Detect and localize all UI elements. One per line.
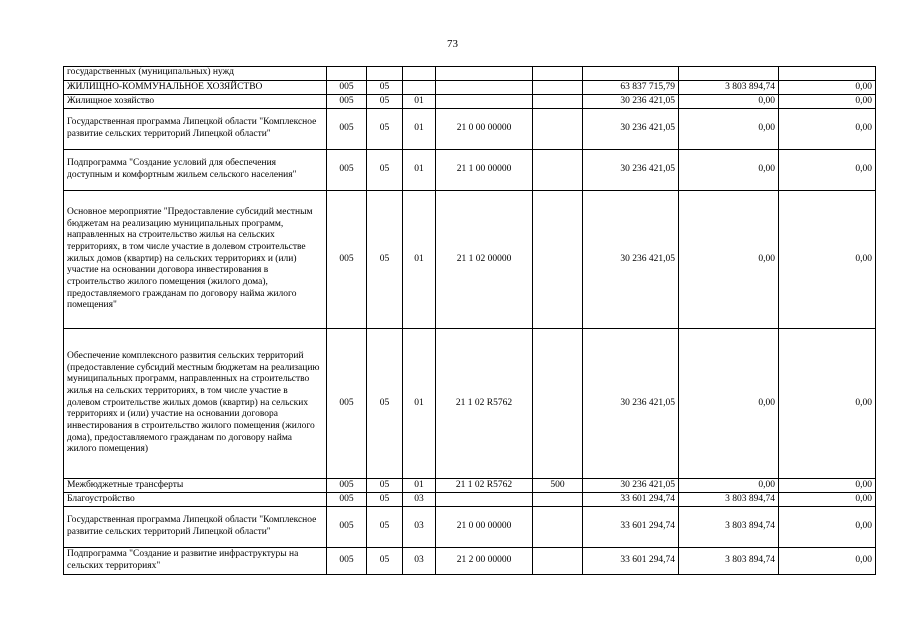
row-name: Государственная программа Липецкой области "Комплексное развитие сельских территорий Липецкой области"	[64, 109, 327, 150]
cell-csr: 21 1 00 00000	[436, 150, 533, 191]
cell-sum2: 3 803 894,74	[679, 81, 779, 95]
cell-sum1: 33 601 294,74	[583, 548, 679, 575]
cell-pr: 03	[403, 507, 436, 548]
cell-csr: 21 1 02 00000	[436, 191, 533, 329]
row-name: Межбюджетные трансферты	[64, 479, 327, 493]
cell-csr	[436, 95, 533, 109]
cell-sum2: 0,00	[679, 95, 779, 109]
cell-ved	[327, 67, 367, 81]
cell-csr: 21 0 00 00000	[436, 507, 533, 548]
row-name: Подпрограмма "Создание условий для обеспечения доступным и комфортным жильем сельского населения"	[64, 150, 327, 191]
row-name: Основное мероприятие "Предоставление субсидий местным бюджетам на реализацию муниципальных программ, направленных на строительство жилья на сельских территориях, в том числе участие в долевом строительстве жилых домов (квартир) на сельских территориях и (или) участие на основании договора инвестирования в строительство жилого помещения (жилого дома), предоставляемого гражданам по договору найма жилого помещения"	[64, 191, 327, 329]
cell-pr: 01	[403, 95, 436, 109]
cell-sum1	[583, 67, 679, 81]
cell-pr: 03	[403, 493, 436, 507]
cell-csr	[436, 67, 533, 81]
cell-ved: 005	[327, 109, 367, 150]
cell-rz	[367, 67, 403, 81]
cell-pr: 01	[403, 150, 436, 191]
cell-rz: 05	[367, 95, 403, 109]
cell-pr: 01	[403, 329, 436, 479]
cell-sum3: 0,00	[779, 329, 876, 479]
cell-vr: 500	[533, 479, 583, 493]
cell-ved: 005	[327, 329, 367, 479]
cell-ved: 005	[327, 81, 367, 95]
table-row	[64, 191, 876, 329]
cell-ved: 005	[327, 479, 367, 493]
cell-vr	[533, 150, 583, 191]
cell-csr: 21 2 00 00000	[436, 548, 533, 575]
table-row	[64, 548, 876, 575]
cell-vr	[533, 191, 583, 329]
table-row	[64, 95, 876, 109]
cell-ved: 005	[327, 95, 367, 109]
cell-vr	[533, 109, 583, 150]
cell-vr	[533, 329, 583, 479]
cell-sum3: 0,00	[779, 479, 876, 493]
budget-table	[63, 66, 876, 575]
cell-ved: 005	[327, 493, 367, 507]
cell-vr	[533, 67, 583, 81]
cell-rz: 05	[367, 150, 403, 191]
cell-sum1: 30 236 421,05	[583, 329, 679, 479]
cell-vr	[533, 493, 583, 507]
cell-sum3	[779, 67, 876, 81]
cell-vr	[533, 81, 583, 95]
cell-rz: 05	[367, 191, 403, 329]
cell-sum3: 0,00	[779, 109, 876, 150]
cell-ved: 005	[327, 548, 367, 575]
table-row	[64, 150, 876, 191]
cell-rz: 05	[367, 329, 403, 479]
cell-ved: 005	[327, 507, 367, 548]
cell-sum3: 0,00	[779, 150, 876, 191]
cell-ved: 005	[327, 191, 367, 329]
cell-sum3: 0,00	[779, 548, 876, 575]
row-name: Жилищное хозяйство	[64, 95, 327, 109]
cell-sum3: 0,00	[779, 191, 876, 329]
cell-csr	[436, 81, 533, 95]
cell-sum1: 30 236 421,05	[583, 109, 679, 150]
row-name: ЖИЛИЩНО-КОММУНАЛЬНОЕ ХОЗЯЙСТВО	[64, 81, 327, 95]
cell-pr: 01	[403, 479, 436, 493]
row-name: Благоустройство	[64, 493, 327, 507]
cell-sum2: 0,00	[679, 150, 779, 191]
cell-sum3: 0,00	[779, 95, 876, 109]
cell-sum1: 30 236 421,05	[583, 150, 679, 191]
cell-pr	[403, 81, 436, 95]
row-name: Подпрограмма "Создание и развитие инфраструктуры на сельских территориях"	[64, 548, 327, 575]
table-row	[64, 109, 876, 150]
cell-csr: 21 0 00 00000	[436, 109, 533, 150]
cell-rz: 05	[367, 479, 403, 493]
cell-sum3: 0,00	[779, 493, 876, 507]
row-name: Государственная программа Липецкой области "Комплексное развитие сельских территорий Липецкой области"	[64, 507, 327, 548]
cell-csr	[436, 493, 533, 507]
cell-vr	[533, 507, 583, 548]
cell-ved: 005	[327, 150, 367, 191]
row-name: государственных (муниципальных) нужд	[64, 67, 327, 81]
cell-sum1: 30 236 421,05	[583, 479, 679, 493]
table-row	[64, 507, 876, 548]
cell-sum2: 3 803 894,74	[679, 493, 779, 507]
cell-sum1: 30 236 421,05	[583, 95, 679, 109]
cell-sum3: 0,00	[779, 507, 876, 548]
cell-rz: 05	[367, 493, 403, 507]
cell-sum1: 33 601 294,74	[583, 507, 679, 548]
cell-sum1: 30 236 421,05	[583, 191, 679, 329]
table-row	[64, 493, 876, 507]
cell-sum2: 3 803 894,74	[679, 507, 779, 548]
cell-sum2: 3 803 894,74	[679, 548, 779, 575]
cell-rz: 05	[367, 548, 403, 575]
cell-sum2: 0,00	[679, 109, 779, 150]
cell-vr	[533, 548, 583, 575]
table-row	[64, 329, 876, 479]
row-name: Обеспечение комплексного развития сельских территорий (предоставление субсидий местным бюджетам на реализацию муниципальных программ, направленных на строительство жилья на сельских территориях, в том числе участие в долевом строительстве жилых домов (квартир) на сельских территориях и (или) участие на основании договора инвестирования в строительство жилого помещения (жилого дома), предоставляемого гражданам по договору найма жилого помещения)	[64, 329, 327, 479]
cell-sum2	[679, 67, 779, 81]
cell-pr: 01	[403, 191, 436, 329]
cell-sum2: 0,00	[679, 479, 779, 493]
cell-rz: 05	[367, 109, 403, 150]
table-row	[64, 81, 876, 95]
table-row	[64, 479, 876, 493]
cell-sum1: 33 601 294,74	[583, 493, 679, 507]
cell-sum2: 0,00	[679, 191, 779, 329]
cell-sum3: 0,00	[779, 81, 876, 95]
cell-vr	[533, 95, 583, 109]
cell-sum2: 0,00	[679, 329, 779, 479]
cell-csr: 21 1 02 R5762	[436, 479, 533, 493]
cell-pr: 03	[403, 548, 436, 575]
cell-csr: 21 1 02 R5762	[436, 329, 533, 479]
page-number: 73	[447, 38, 458, 50]
cell-pr	[403, 67, 436, 81]
cell-pr: 01	[403, 109, 436, 150]
cell-rz: 05	[367, 81, 403, 95]
cell-sum1: 63 837 715,79	[583, 81, 679, 95]
table-row	[64, 67, 876, 81]
cell-rz: 05	[367, 507, 403, 548]
